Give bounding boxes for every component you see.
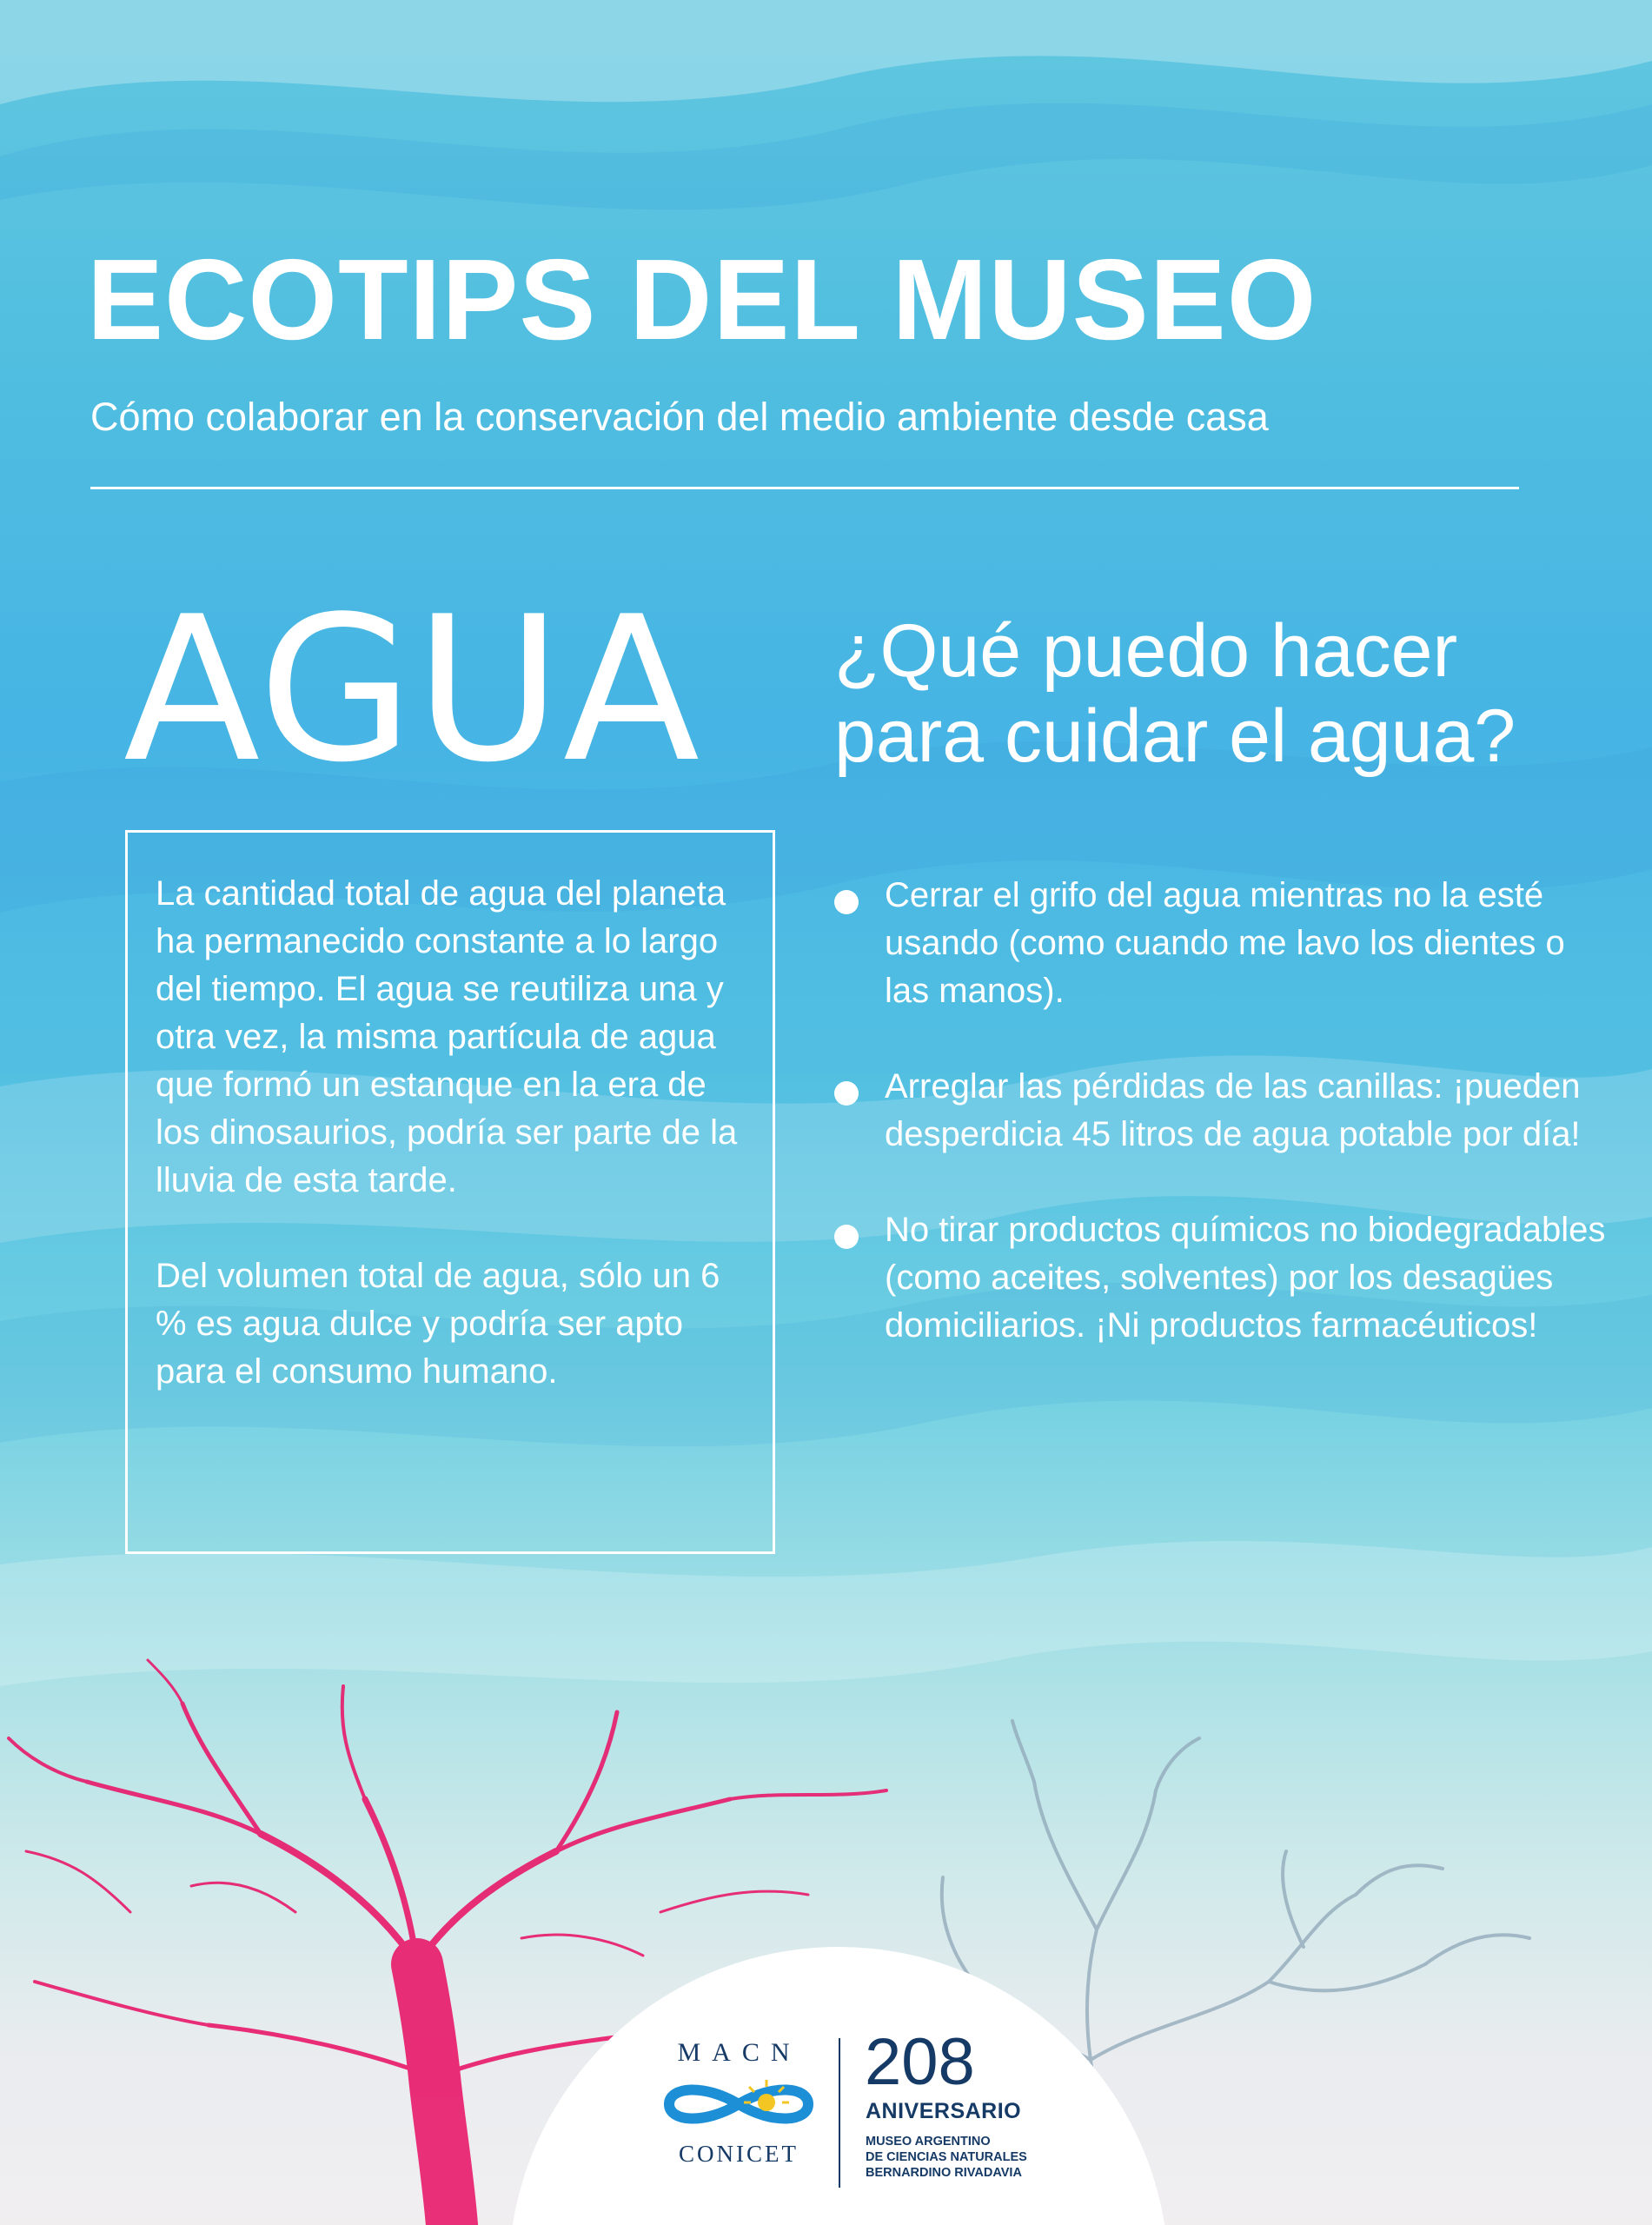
tips-list bbox=[834, 872, 1616, 1350]
info-paragraph-2: Del volumen total de agua, sólo un 6 % es agua dulce y podría ser apto para el consumo humano. bbox=[156, 1257, 720, 1391]
museum-logo bbox=[643, 2025, 1078, 2203]
bullet-icon bbox=[834, 890, 859, 914]
bullet-icon bbox=[834, 1081, 859, 1106]
anniversary-label: ANIVERSARIO bbox=[866, 2099, 1022, 2123]
question-heading bbox=[834, 608, 1616, 779]
poster-title: ECOTIPS DEL MUSEO bbox=[87, 236, 1317, 363]
poster-subtitle: Cómo colaborar en la conservación del medio ambiente desde casa bbox=[90, 395, 1269, 439]
museum-name-line-2: DE CIENCIAS NATURALES bbox=[866, 2150, 1027, 2164]
museum-name bbox=[866, 2134, 1074, 2181]
tip-text: Arreglar las pérdidas de las canillas: ¡pueden desperdicia 45 litros de agua potable por día! bbox=[885, 1067, 1581, 1153]
question-line-1: ¿Qué puedo hacer bbox=[834, 609, 1458, 693]
logo-divider bbox=[839, 2038, 840, 2188]
topic-heading: AGUA bbox=[123, 575, 702, 807]
tip-text: No tirar productos químicos no biodegradables (como aceites, solventes) por los desagües domiciliarios. ¡Ni productos farmacéuticos! bbox=[885, 1211, 1606, 1345]
museum-name-line-3: BERNARDINO RIVADAVIA bbox=[866, 2166, 1022, 2180]
tip-text: Cerrar el grifo del agua mientras no la esté usando (como cuando me lavo los dientes o las manos). bbox=[885, 876, 1565, 1010]
info-paragraph-1: La cantidad total de agua del planeta ha permanecido constante a lo largo del tiempo. El agua se reutiliza una y otra vez, la misma partícula de agua que formó un estanque en la era de los dinosaurios, podría ser parte de la lluvia de esta tarde. bbox=[156, 874, 738, 1199]
tip-item bbox=[834, 1206, 1616, 1350]
question-line-2: para cuidar el agua? bbox=[834, 694, 1516, 778]
bullet-icon bbox=[834, 1225, 859, 1249]
tip-item bbox=[834, 1063, 1616, 1159]
title-divider bbox=[90, 487, 1519, 489]
macn-emblem-icon bbox=[660, 2075, 817, 2134]
tip-item bbox=[834, 872, 1616, 1015]
info-box bbox=[125, 830, 775, 1554]
museum-name-line-1: MUSEO ARGENTINO bbox=[866, 2135, 991, 2149]
conicet-wordmark: CONICET bbox=[679, 2141, 799, 2167]
anniversary-years: 208 bbox=[865, 2025, 975, 2099]
macn-wordmark: MACN bbox=[677, 2038, 801, 2067]
